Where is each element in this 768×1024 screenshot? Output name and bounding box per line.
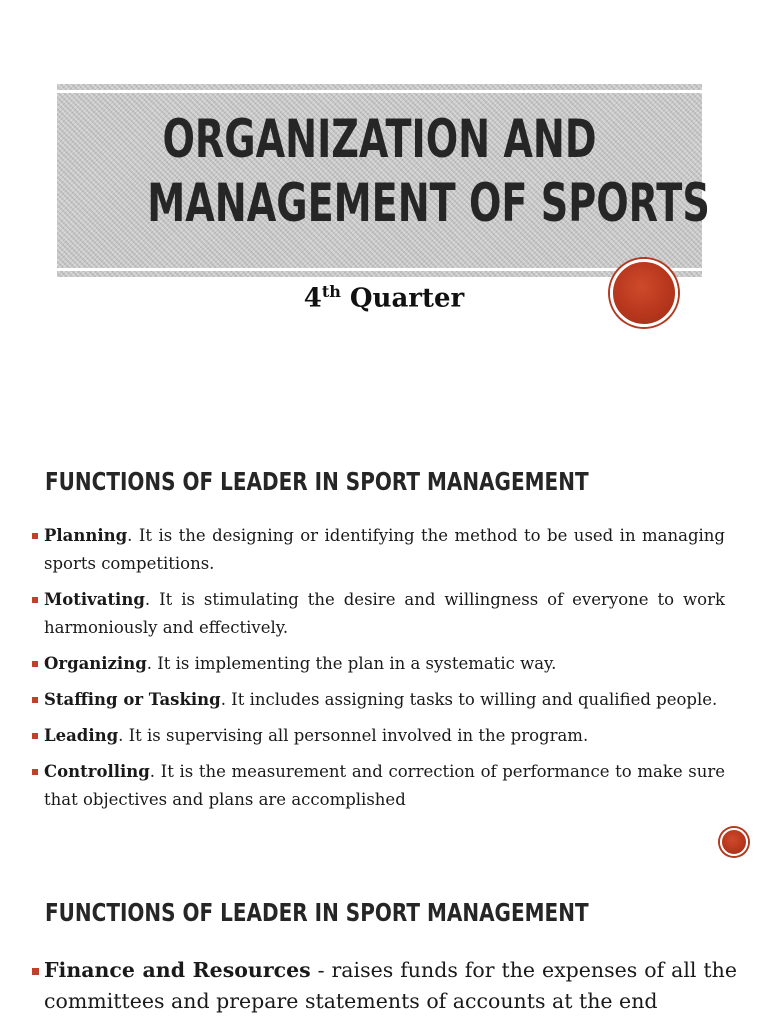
item-description: . It is supervising all personnel involved in the program. [118, 726, 589, 745]
item-term: Organizing [44, 654, 147, 673]
item-description: . It is the designing or identifying the method to be used in managing sports competitions. [44, 526, 725, 573]
decorative-red-circle-small [720, 828, 748, 856]
list-item [32, 955, 737, 1017]
banner-rule-bottom [57, 268, 702, 271]
functions-list [32, 522, 725, 822]
title-line-2: MANAGEMENT OF SPORTS [147, 173, 710, 234]
title-banner [57, 84, 710, 277]
list-item [32, 686, 725, 714]
item-description: . It includes assigning tasks to willing and qualified people. [220, 690, 718, 709]
section-heading-functions-continued: FUNCTIONS OF LEADER IN SPORT MANAGEMENT [45, 898, 589, 927]
quarter-word: Quarter [340, 283, 465, 314]
title-line-1: ORGANIZATION AND [162, 109, 597, 170]
item-term: Leading [44, 726, 119, 745]
decorative-red-circle [610, 259, 678, 327]
list-item [32, 522, 725, 578]
item-term: Controlling [44, 762, 150, 781]
quarter-ordinal-suffix: th [321, 282, 341, 301]
item-term: Planning [44, 526, 128, 545]
list-item [32, 650, 725, 678]
list-item [32, 722, 725, 750]
item-description: . It is implementing the plan in a systematic way. [146, 654, 557, 673]
item-description: - raises funds for the expenses of all the committees and prepare statements of accounts at the end [44, 958, 737, 1013]
item-term: Finance and Resources [44, 958, 311, 982]
section-heading-functions: FUNCTIONS OF LEADER IN SPORT MANAGEMENT [45, 467, 589, 496]
item-description: . It is stimulating the desire and willingness of everyone to work harmoniously and effectively. [44, 590, 725, 637]
list-item [32, 758, 725, 814]
item-term: Motivating [44, 590, 145, 609]
presentation-title [147, 108, 710, 236]
item-term: Staffing or Tasking [44, 690, 221, 709]
quarter-number: 4 [303, 283, 322, 314]
list-item [32, 586, 725, 642]
functions-list-continued [32, 955, 737, 1017]
item-description: . It is the measurement and correction of performance to make sure that objectives and plans are accomplished [44, 762, 725, 809]
banner-rule-top [57, 90, 702, 93]
